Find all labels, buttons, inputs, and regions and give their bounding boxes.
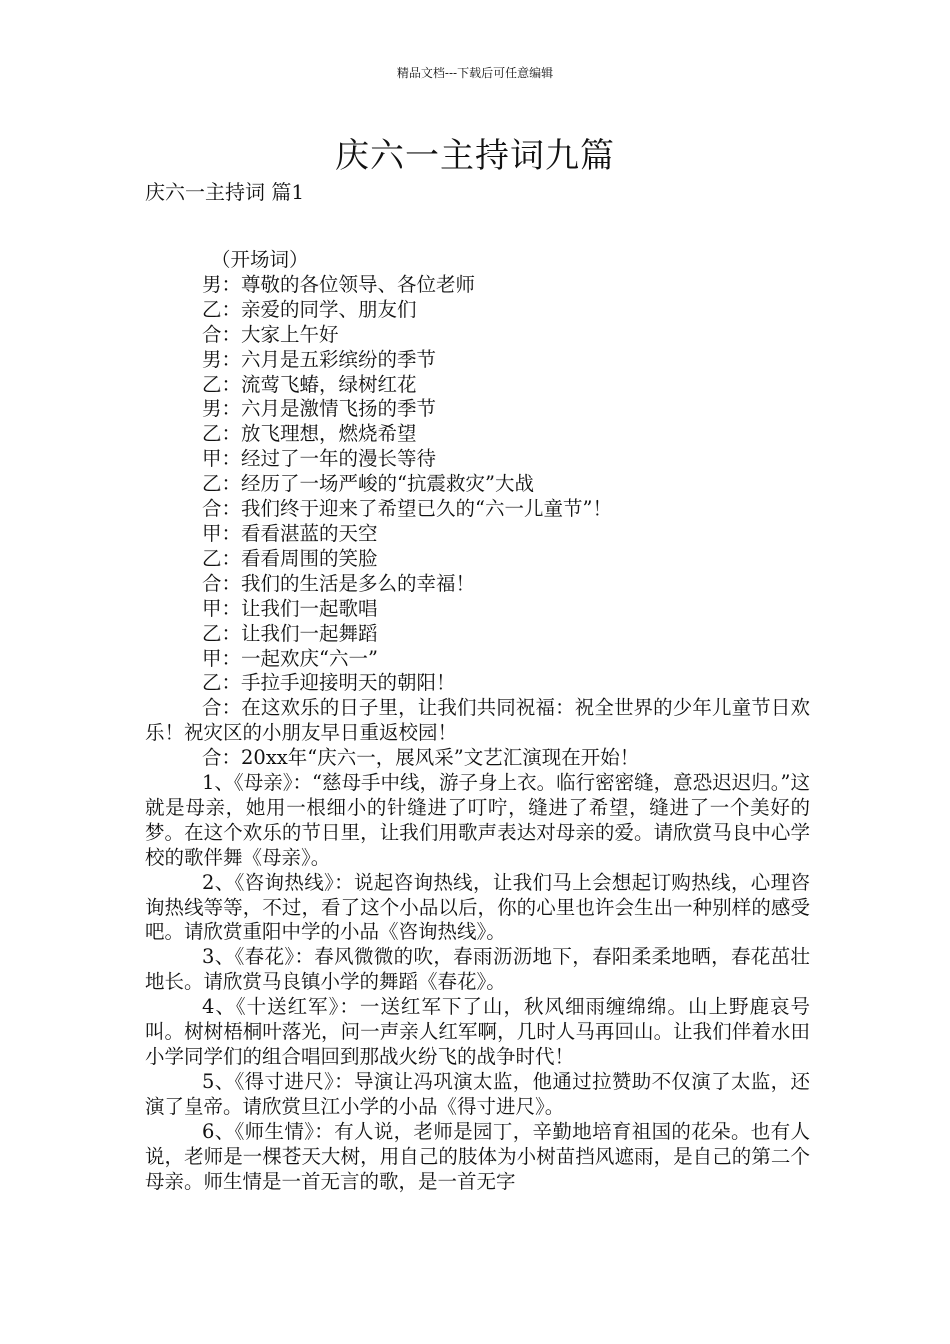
paragraph: 6、《师生情》：有人说，老师是园丁，辛勤地培育祖国的花朵。也有人说，老师是一棵苍天大树，用自己的肢体为小树苗挡风遮雨，是自己的第二个母亲。师生情是一首无言的歌，是一首无字: [145, 1119, 810, 1193]
document-title: 庆六一主持词九篇: [335, 136, 615, 176]
page-header: 精品文档---下载后可任意编辑: [396, 66, 554, 80]
dialogue-line: 合：我们的生活是多么的幸福！: [202, 571, 476, 595]
dialogue-line: 乙：流莺飞蝽，绿树红花: [202, 372, 417, 396]
dialogue-line: 合：我们终于迎来了希望已久的“六一儿童节”！: [202, 497, 612, 521]
paragraph: 1、《母亲》：“慈母手中线，游子身上衣。临行密密缝，意恐迟迟归。”这就是母亲，她用一根细小的针缝进了叮咛，缝进了希望，缝进了一个美好的梦。在这个欢乐的节日里，让我们用歌声表达对母亲的爱。请欣赏马良中心学校的歌伴舞《母亲》。: [145, 771, 810, 869]
dialogue-line: 乙：放飞理想，燃烧希望: [202, 422, 417, 446]
dialogue-line: 乙：看看周围的笑脸: [202, 546, 378, 570]
paragraph: 合：20xx年“庆六一，展风采”文艺汇演现在开始！: [202, 746, 640, 770]
document-body: [145, 248, 810, 1194]
dialogue-line: 乙：亲爱的同学、朋友们: [202, 297, 417, 321]
dialogue-line: 乙：让我们一起舞蹈: [202, 621, 378, 645]
dialogue-line: 甲：让我们一起歌唱: [202, 596, 378, 620]
dialogue-line: 男：六月是五彩缤纷的季节: [202, 347, 437, 371]
paragraph: 3、《春花》：春风微微的吹，春雨沥沥地下，春阳柔柔地晒，春花茁壮地长。请欣赏马良镇小学的舞蹈《春花》。: [145, 945, 810, 994]
dialogue-line: 甲：一起欢庆“六一”: [202, 646, 378, 670]
dialogue-line: 甲：看看湛蓝的天空: [202, 521, 378, 545]
section-subtitle: 庆六一主持词 篇1: [145, 180, 305, 204]
paragraph: 4、《十送红军》：一送红军下了山，秋风细雨缠绵绵。山上野鹿哀号叫。树树梧桐叶落光，问一声亲人红军啊，几时人马再回山。让我们伴着水田小学同学们的组合唱回到那战火纷飞的战争时代！: [145, 995, 810, 1068]
dialogue-line: 男：六月是激情飞扬的季节: [202, 397, 437, 421]
dialogue-line: 甲：经过了一年的漫长等待: [202, 447, 437, 471]
paragraph: 5、《得寸进尺》：导演让冯巩演太监，他通过拉赞助不仅演了太监，还演了皇帝。请欣赏旦江小学的小品《得寸进尺》。: [145, 1069, 810, 1118]
dialogue-line: 男：尊敬的各位领导、各位老师: [202, 272, 476, 296]
paragraph: 合：在这欢乐的日子里，让我们共同祝福：祝全世界的少年儿童节日欢乐！祝灾区的小朋友早日重返校园！: [145, 696, 810, 745]
dialogue-line: 乙：经历了一场严峻的“抗震救灾”大战: [202, 472, 534, 496]
dialogue-line: 合：大家上午好: [202, 322, 339, 346]
dialogue-line: 乙：手拉手迎接明天的朝阳！: [202, 671, 456, 695]
opening-label: （开场词）: [211, 248, 309, 271]
paragraph: 2、《咨询热线》：说起咨询热线，让我们马上会想起订购热线，心理咨询热线等等，不过，看了这个小品以后，你的心里也许会生出一种别样的感受吧。请欣赏重阳中学的小品《咨询热线》。: [145, 870, 810, 944]
